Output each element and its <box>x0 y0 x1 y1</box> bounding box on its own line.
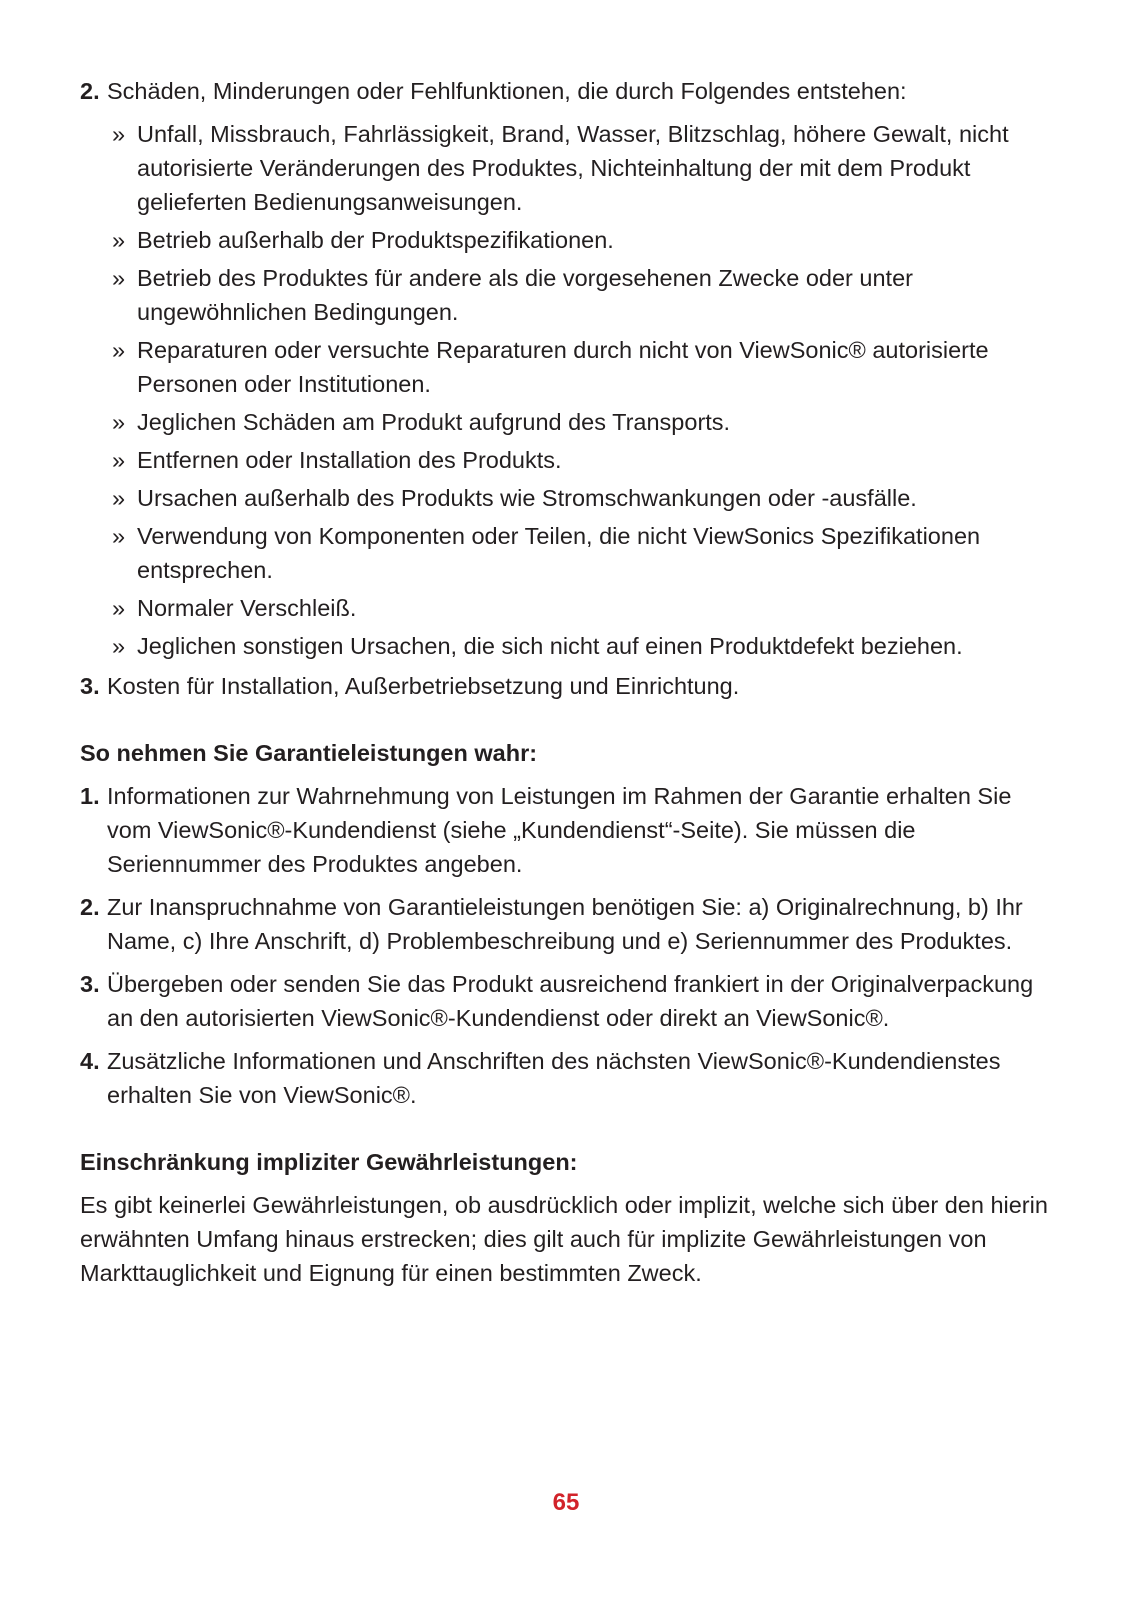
bullet-glyph: » <box>112 633 126 659</box>
item-number: 2. <box>80 894 100 920</box>
service-item-4 <box>80 1044 1060 1112</box>
limitation-text: Es gibt keinerlei Gewährleistungen, ob ausdrücklich oder implizit, welche sich über den hierin erwähnten Umfang hinaus erstrecken; dies gilt auch für implizite Gewährleistungen von Markttauglichkeit und Eignung für einen bestimmten Zweck. <box>80 1192 1048 1286</box>
bullet-text: Verwendung von Komponenten oder Teilen, die nicht ViewSonics Spezifikationen entsprechen. <box>137 523 981 583</box>
bullet-text: Ursachen außerhalb des Produkts wie Stromschwankungen oder -ausfälle. <box>137 485 917 511</box>
item-text: Zusätzliche Informationen und Anschriften des nächsten ViewSonic®-Kundendienstes erhalten Sie von ViewSonic®. <box>107 1048 1001 1108</box>
bullet-text: Jeglichen Schäden am Produkt aufgrund des Transports. <box>137 409 731 435</box>
warranty-page <box>80 74 1060 1290</box>
item-text: Informationen zur Wahrnehmung von Leistungen im Rahmen der Garantie erhalten Sie vom ViewSonic®-Kundendienst (siehe „Kundendienst“-Seite). Sie müssen die Seriennummer des Produktes angeben. <box>107 783 1012 877</box>
bullet-glyph: » <box>112 447 126 473</box>
limitation-heading: Einschränkung impliziter Gewährleistungen: <box>80 1149 578 1175</box>
item-text: Kosten für Installation, Außerbetriebsetzung und Einrichtung. <box>107 673 740 699</box>
bullet-glyph: » <box>112 337 126 363</box>
item-text: Schäden, Minderungen oder Fehlfunktionen, die durch Folgendes entstehen: <box>107 78 907 104</box>
bullet-glyph: » <box>112 409 126 435</box>
exclusion-item-2 <box>80 74 1060 108</box>
bullet-item <box>80 333 1060 401</box>
bullet-glyph: » <box>112 595 126 621</box>
bullet-text: Betrieb des Produktes für andere als die vorgesehenen Zwecke oder unter ungewöhnlichen Bedingungen. <box>137 265 913 325</box>
bullet-glyph: » <box>112 485 126 511</box>
bullet-item <box>80 629 1060 663</box>
page-number: 65 <box>552 1489 580 1516</box>
exclusion-bullet-list <box>80 117 1060 663</box>
item-number: 1. <box>80 783 100 809</box>
service-item-3 <box>80 967 1060 1035</box>
bullet-glyph: » <box>112 265 126 291</box>
bullet-item <box>80 519 1060 587</box>
bullet-item <box>80 223 1060 257</box>
bullet-text: Reparaturen oder versuchte Reparaturen durch nicht von ViewSonic® autorisierte Personen oder Institutionen. <box>137 337 989 397</box>
bullet-text: Normaler Verschleiß. <box>137 595 357 621</box>
bullet-glyph: » <box>112 121 126 147</box>
bullet-item <box>80 405 1060 439</box>
bullet-item <box>80 261 1060 329</box>
bullet-glyph: » <box>112 227 126 253</box>
service-item-2 <box>80 890 1060 958</box>
bullet-text: Betrieb außerhalb der Produktspezifikationen. <box>137 227 614 253</box>
item-number: 2. <box>80 78 100 104</box>
item-text: Zur Inanspruchnahme von Garantieleistungen benötigen Sie: a) Originalrechnung, b) Ihr Name, c) Ihre Anschrift, d) Problembeschreibung und e) Seriennummer des Produktes. <box>107 894 1023 954</box>
bullet-text: Unfall, Missbrauch, Fahrlässigkeit, Brand, Wasser, Blitzschlag, höhere Gewalt, nicht autorisierte Veränderungen des Produktes, Nichteinhaltung der mit dem Produkt gelieferten Bedienungsanweisungen. <box>137 121 1009 215</box>
exclusion-item-3 <box>80 669 1060 703</box>
service-item-1 <box>80 779 1060 881</box>
bullet-item <box>80 591 1060 625</box>
bullet-glyph: » <box>112 523 126 549</box>
item-text: Übergeben oder senden Sie das Produkt ausreichend frankiert in der Originalverpackung an den autorisierten ViewSonic®-Kundendienst oder direkt an ViewSonic®. <box>107 971 1034 1031</box>
bullet-text: Jeglichen sonstigen Ursachen, die sich nicht auf einen Produktdefekt beziehen. <box>137 633 963 659</box>
bullet-item <box>80 481 1060 515</box>
bullet-item <box>80 117 1060 219</box>
service-heading: So nehmen Sie Garantieleistungen wahr: <box>80 740 538 766</box>
item-number: 4. <box>80 1048 100 1074</box>
item-number: 3. <box>80 673 100 699</box>
item-number: 3. <box>80 971 100 997</box>
bullet-text: Entfernen oder Installation des Produkts. <box>137 447 562 473</box>
bullet-item <box>80 443 1060 477</box>
